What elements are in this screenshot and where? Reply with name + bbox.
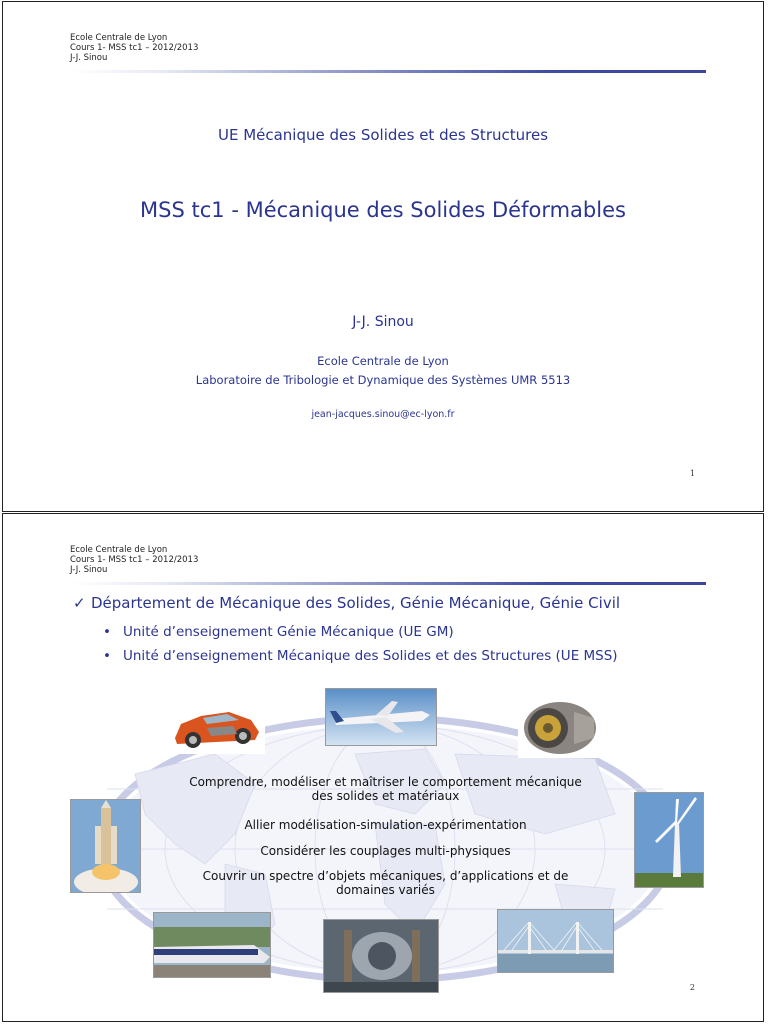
- header-course: Cours 1- MSS tc1 – 2012/2013: [70, 555, 199, 565]
- illustration-area: [63, 694, 708, 1004]
- main-bullet-text: Département de Mécanique des Solides, Génie Mécanique, Génie Civil: [91, 594, 621, 612]
- slide-title: MSS tc1 - Mécanique des Solides Déformables: [140, 198, 626, 222]
- author-email[interactable]: jean-jacques.sinou@ec-lyon.fr: [311, 409, 455, 420]
- point-text: Couvrir un spectre d’objets mécaniques, d’applications et de: [202, 869, 569, 883]
- sub-bullet-text: Unité d’enseignement Génie Mécanique (UE GM): [123, 624, 454, 640]
- slide-header: [70, 545, 198, 575]
- turbine-workshop-image: [323, 919, 439, 993]
- header-author: J-J. Sinou: [70, 53, 108, 63]
- header-rule: [70, 70, 706, 73]
- slide-2: [2, 513, 764, 1022]
- point-text: des solides et matériaux: [311, 789, 460, 803]
- laboratory: Laboratoire de Tribologie et Dynamique des Systèmes UMR 5513: [195, 373, 571, 387]
- sub-bullet: [103, 624, 454, 640]
- header-rule: [70, 582, 706, 585]
- cable-stayed-bridge-image: [497, 909, 614, 973]
- bullet-dot-icon: •: [103, 624, 111, 640]
- institution: Ecole Centrale de Lyon: [317, 354, 449, 368]
- slide-1: [2, 1, 764, 512]
- header-school: Ecole Centrale de Lyon: [70, 33, 168, 43]
- sub-bullet: [103, 648, 618, 664]
- sub-bullet-text: Unité d’enseignement Mécanique des Solides et des Structures (UE MSS): [123, 648, 618, 664]
- high-speed-train-image: [153, 912, 271, 978]
- page-number: 1: [689, 469, 695, 478]
- jet-engine-image: [518, 698, 602, 758]
- header-course: Cours 1- MSS tc1 – 2012/2013: [70, 43, 199, 53]
- page-number: 2: [689, 983, 695, 992]
- point-text: Comprendre, modéliser et maîtriser le comportement mécanique: [189, 775, 582, 789]
- checkmark-icon: ✓: [73, 594, 86, 612]
- header-school: Ecole Centrale de Lyon: [70, 545, 168, 555]
- author-name: J-J. Sinou: [352, 314, 414, 330]
- course-subject: UE Mécanique des Solides et des Structures: [217, 126, 549, 144]
- slide-header: [70, 33, 198, 63]
- airliner-image: [325, 688, 437, 746]
- point-text: Allier modélisation-simulation-expérimentation: [244, 818, 527, 832]
- point-text: Considérer les couplages multi-physiques: [260, 844, 511, 858]
- main-bullet: [73, 594, 620, 612]
- bullet-dot-icon: •: [103, 648, 111, 664]
- header-author: J-J. Sinou: [70, 565, 108, 575]
- car-chassis-image: [167, 694, 265, 754]
- point-text: domaines variés: [336, 883, 435, 897]
